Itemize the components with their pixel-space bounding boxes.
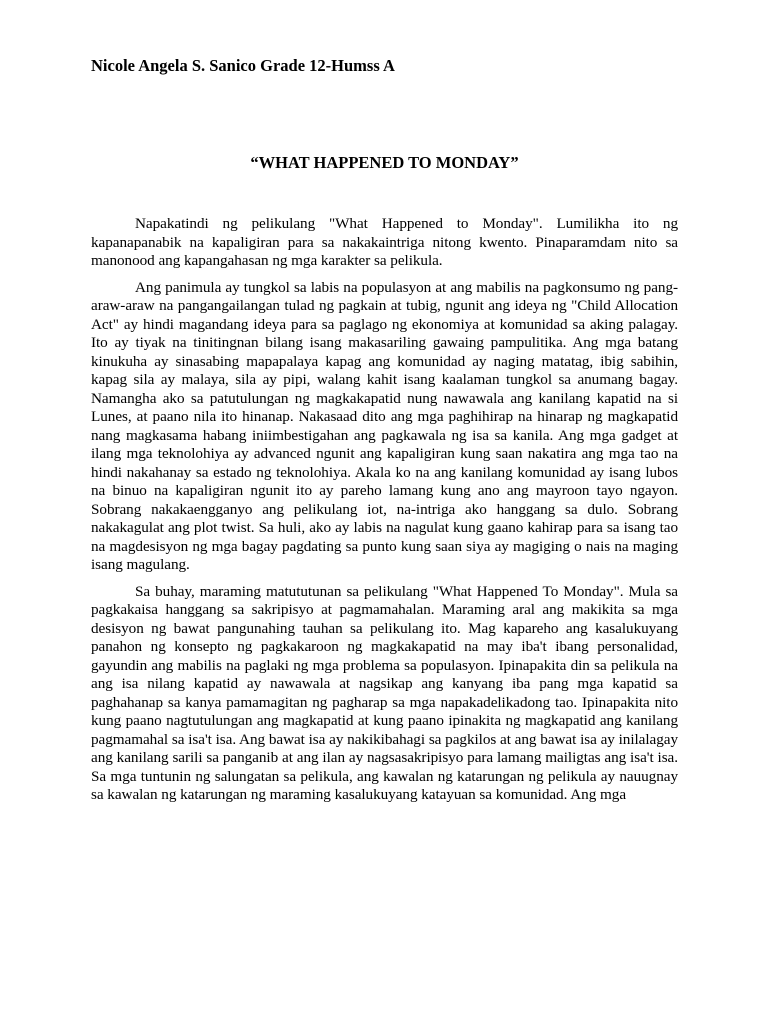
author-line: Nicole Angela S. Sanico Grade 12-Humss A — [91, 56, 395, 75]
paragraph-lessons: Sa buhay, maraming matututunan sa pelikulang "What Happened To Monday". Mula sa pagkakaisa hanggang sa sakripisyo at pagmamahalan. Maraming aral ang makikita sa mga desisyon ng bawat pangunahing tauhan sa pelikulang ito. Mag kapareho ang kasalukuyang panahon ng konsepto ng pagkakaroon ng magkakapatid na may iba't ibang personalidad, gayundin ang mabilis na paglaki ng mga problema sa populasyon. Ipinapakita din sa pelikula na ang isa nilang kapatid ay nawawala at nagsikap ang kanyang iba pang mga kapatid sa paghahanap sa kanya pamamagitan ng pagharap sa mga napakadelikadong tao. Ipinapakita nito kung paano nagtutulungan ang magkapatid at kung paano ipinakita ng magkapatid ang kanilang pagmamahal sa isa't isa. Ang bawat isa ay nakikibahagi sa pagkilos at ang bawat isa ay inilalagay ang kanilang sarili sa panganib at ang ilan ay nagsasakripisyo para lamang mailigtas ang isa't isa. Sa mga tuntunin ng salungatan sa pelikula, ang kawalan ng katarungan ng pelikula ay nauugnay sa kawalan ng katarungan ng maraming kasalukuyang katayuan sa komunidad. Ang mga — [91, 582, 678, 803]
paragraph-plot: Ang panimula ay tungkol sa labis na populasyon at ang mabilis na pagkonsumo ng pang-araw-araw na pangangailangan tulad ng pagkain at tubig, ngunit ang ideya ng "Child Allocation Act" ay hindi magandang ideya para sa paglago ng ekonomiya at komunidad sa aking palagay. Ito ay tiyak na tinitingnan bilang isang makasariling gawaing pampulitika. Ang mga batang kinukuha ay sinasabing mapapalaya kapag ang komunidad ay naging matatag, ibig sabihin, kapag sila ay malaya, sila ay pipi, walang kahit isang kaalaman tungkol sa anumang bagay. Namangha ako sa patutulungan ng magkakapatid nung nawawala ang kanilang kapatid na si Lunes, at paano nila ito hinanap. Nakasaad dito ang mga paghihirap na hinarap ng magkapatid nang magkasama habang iniimbestigahan ang pagkawala ng isa sa kanila. Ang mga gadget at ilang mga teknolohiya ay advanced ngunit ang kapaligiran kung saan nakatira ang mga tao na hindi nakahanay sa estado ng teknolohiya. Akala ko na ang kanilang komunidad ay isang lubos na binuo na kapaligiran ngunit ito ay pareho lamang kung ano ang mayroon tayo ngayon. Sobrang nakakaengganyo ang pelikulang iot, na-intriga ako hanggang sa dulo. Sobrang nakakagulat ang plot twist. Sa huli, ako ay labis na nagulat kung gaano kahirap para sa isang tao na magdesisyon ng mga bagay pagdating sa punto kung saan siya ay magiging o nais na maging isang magulang. — [91, 278, 678, 573]
document-body — [91, 215, 678, 813]
paragraph-intro: Napakatindi ng pelikulang "What Happened to Monday". Lumilikha ito ng kapanapanabik na kapaligiran para sa nakakaintriga nitong kwento. Pinaparamdam nito sa manonood ang kapangahasan ng mga karakter sa pelikula. — [91, 215, 678, 269]
document-title: “WHAT HAPPENED TO MONDAY” — [250, 153, 519, 172]
